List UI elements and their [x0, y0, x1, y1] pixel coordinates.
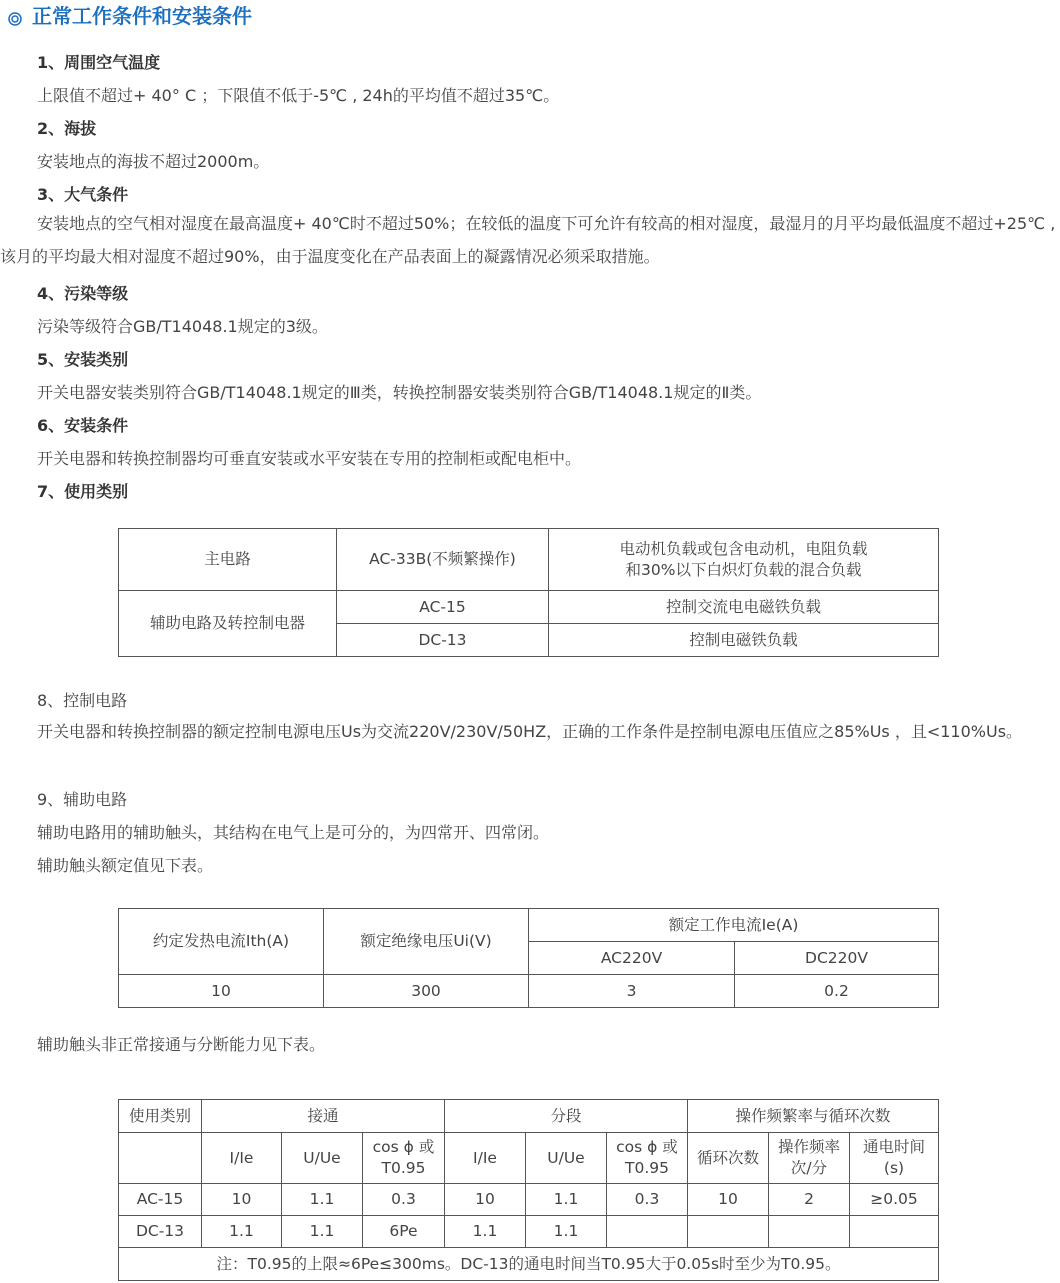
- heading-atmosphere: 3、大气条件: [37, 185, 129, 204]
- row-time: [850, 1216, 939, 1248]
- table-row: [119, 1133, 939, 1184]
- sub-rate-line2: 次/分: [790, 1159, 828, 1177]
- heading-altitude: 2、海拔: [37, 119, 97, 138]
- row-break-cos: 0.3: [607, 1184, 688, 1216]
- sub-break-cos-line2: T0.95: [625, 1159, 669, 1177]
- header-ie: 额定工作电流Ie(A): [529, 909, 939, 942]
- row-make-i: 1.1: [202, 1216, 282, 1248]
- text-atmosphere: 安装地点的空气相对湿度在最高温度+ 40℃时不超过50%；在较低的温度下可允许有较高的相对湿度，最湿月的月平均最低温度不超过+25℃ ,该月的平均最大相对湿度不超过90%，由于温度变化在产品表面上的凝露情况必须采取措施。: [0, 214, 1056, 266]
- aux-load-cell: 控制电磁铁负载: [549, 624, 939, 657]
- header-dc220v: DC220V: [735, 942, 939, 975]
- heading-ambient-temperature: 1、周围空气温度: [37, 53, 161, 72]
- row-break-i: 10: [445, 1184, 526, 1216]
- row-cycles: 10: [688, 1184, 769, 1216]
- sub-time: [850, 1133, 939, 1184]
- header-make: 接通: [202, 1100, 445, 1133]
- text-aux-ratings-ref: 辅助触头额定值见下表。: [37, 856, 214, 875]
- row-break-cos: [607, 1216, 688, 1248]
- row-make-u: 1.1: [282, 1184, 363, 1216]
- text-abnormal-capacity-ref: 辅助触头非正常接通与分断能力见下表。: [37, 1035, 326, 1054]
- row-make-cos: 0.3: [363, 1184, 445, 1216]
- sub-rate-line1: 操作频率: [777, 1138, 840, 1156]
- header-category: 使用类别: [119, 1100, 202, 1133]
- table-row: [119, 529, 939, 591]
- row-break-i: 1.1: [445, 1216, 526, 1248]
- text-altitude: 安装地点的海拔不超过2000m。: [37, 152, 270, 171]
- main-load-line1: 电动机负载或包含电动机，电阻负载: [619, 539, 868, 558]
- value-dc: 0.2: [735, 975, 939, 1008]
- table-row: [119, 975, 939, 1008]
- row-break-u: 1.1: [526, 1184, 607, 1216]
- heading-install-conditions: 6、安装条件: [37, 416, 129, 435]
- table-row: [119, 591, 939, 624]
- aux-category-cell: DC-13: [337, 624, 549, 657]
- table-row: [119, 909, 939, 942]
- aux-category-cell: AC-15: [337, 591, 549, 624]
- row-make-i: 10: [202, 1184, 282, 1216]
- row-rate: [769, 1216, 850, 1248]
- aux-circuit-cell: 辅助电路及转控制电器: [119, 591, 337, 657]
- main-category-cell: AC-33B(不频繁操作): [337, 529, 549, 591]
- main-load-cell: [549, 529, 939, 591]
- text-control-circuit: 开关电器和转换控制器的额定控制电源电压Us为交流220V/230V/50HZ，正确的工作条件是控制电源电压值应之85%Us ，且<110%Us。: [37, 722, 1023, 741]
- header-frequency: 操作频繁率与循环次数: [688, 1100, 939, 1133]
- utilization-category-table: [118, 528, 939, 657]
- sub-make-cos-line2: T0.95: [381, 1159, 426, 1177]
- heading-control-circuit: 8、控制电路: [37, 691, 128, 710]
- aux-load-cell: 控制交流电电磁铁负载: [549, 591, 939, 624]
- row-make-u: 1.1: [282, 1216, 363, 1248]
- sub-break-cos-line1: cos ϕ 或: [616, 1138, 678, 1156]
- sub-make-u: U/Ue: [282, 1133, 363, 1184]
- header-ith: 约定发热电流Ith(A): [119, 909, 324, 975]
- table-row: [119, 1184, 939, 1216]
- abnormal-make-break-table: [118, 1099, 939, 1281]
- value-ui: 300: [324, 975, 529, 1008]
- row-time: ≥0.05: [850, 1184, 939, 1216]
- section-title-text: 正常工作条件和安装条件: [32, 3, 252, 28]
- table-row: [119, 1100, 939, 1133]
- row-break-u: 1.1: [526, 1216, 607, 1248]
- sub-break-u: U/Ue: [526, 1133, 607, 1184]
- text-aux-contacts: 辅助电路用的辅助触头，其结构在电气上是可分的，为四常开、四常闭。: [37, 823, 550, 842]
- header-ac220v: AC220V: [529, 942, 735, 975]
- sub-make-cos-line1: cos ϕ 或: [372, 1138, 435, 1156]
- header-ui: 额定绝缘电压Ui(V): [324, 909, 529, 975]
- section-title: [8, 0, 252, 28]
- row-category: DC-13: [119, 1216, 202, 1248]
- heading-pollution: 4、污染等级: [37, 284, 129, 303]
- sub-break-cos: [607, 1133, 688, 1184]
- sub-rate: [769, 1133, 850, 1184]
- main-circuit-cell: 主电路: [119, 529, 337, 591]
- text-ambient-temperature: 上限值不超过+ 40° C ；下限值不低于-5℃ , 24h的平均值不超过35℃。: [37, 86, 560, 105]
- value-ith: 10: [119, 975, 324, 1008]
- sub-make-i: I/Ie: [202, 1133, 282, 1184]
- row-cycles: [688, 1216, 769, 1248]
- sub-break-i: I/Ie: [445, 1133, 526, 1184]
- table-row: [119, 1248, 939, 1281]
- main-load-line2: 和30%以下白炽灯负载的混合负载: [625, 560, 862, 579]
- sub-make-cos: [363, 1133, 445, 1184]
- heading-aux-circuit: 9、辅助电路: [37, 790, 128, 809]
- sub-time-line2: (s): [883, 1159, 905, 1177]
- row-make-cos: 6Pe: [363, 1216, 445, 1248]
- text-install-category: 开关电器安装类别符合GB/T14048.1规定的Ⅲ类，转换控制器安装类别符合GB/T14048.1规定的Ⅱ类。: [37, 383, 762, 402]
- sub-cycles: 循环次数: [688, 1133, 769, 1184]
- row-category: AC-15: [119, 1184, 202, 1216]
- double-circle-icon: [8, 7, 22, 21]
- value-ac: 3: [529, 975, 735, 1008]
- sub-empty: [119, 1133, 202, 1184]
- heading-install-category: 5、安装类别: [37, 350, 129, 369]
- text-pollution: 污染等级符合GB/T14048.1规定的3级。: [37, 317, 328, 336]
- row-rate: 2: [769, 1184, 850, 1216]
- table-row: [119, 1216, 939, 1248]
- heading-utilization-category: 7、使用类别: [37, 482, 129, 501]
- header-break: 分段: [445, 1100, 688, 1133]
- sub-time-line1: 通电时间: [862, 1138, 925, 1156]
- text-install-conditions: 开关电器和转换控制器均可垂直安装或水平安装在专用的控制柜或配电柜中。: [37, 449, 582, 468]
- table-footnote: 注：T0.95的上限≈6Pe≤300ms。DC-13的通电时间当T0.95大于0.05s时至少为T0.95。: [119, 1248, 939, 1281]
- aux-contact-rating-table: [118, 908, 939, 1008]
